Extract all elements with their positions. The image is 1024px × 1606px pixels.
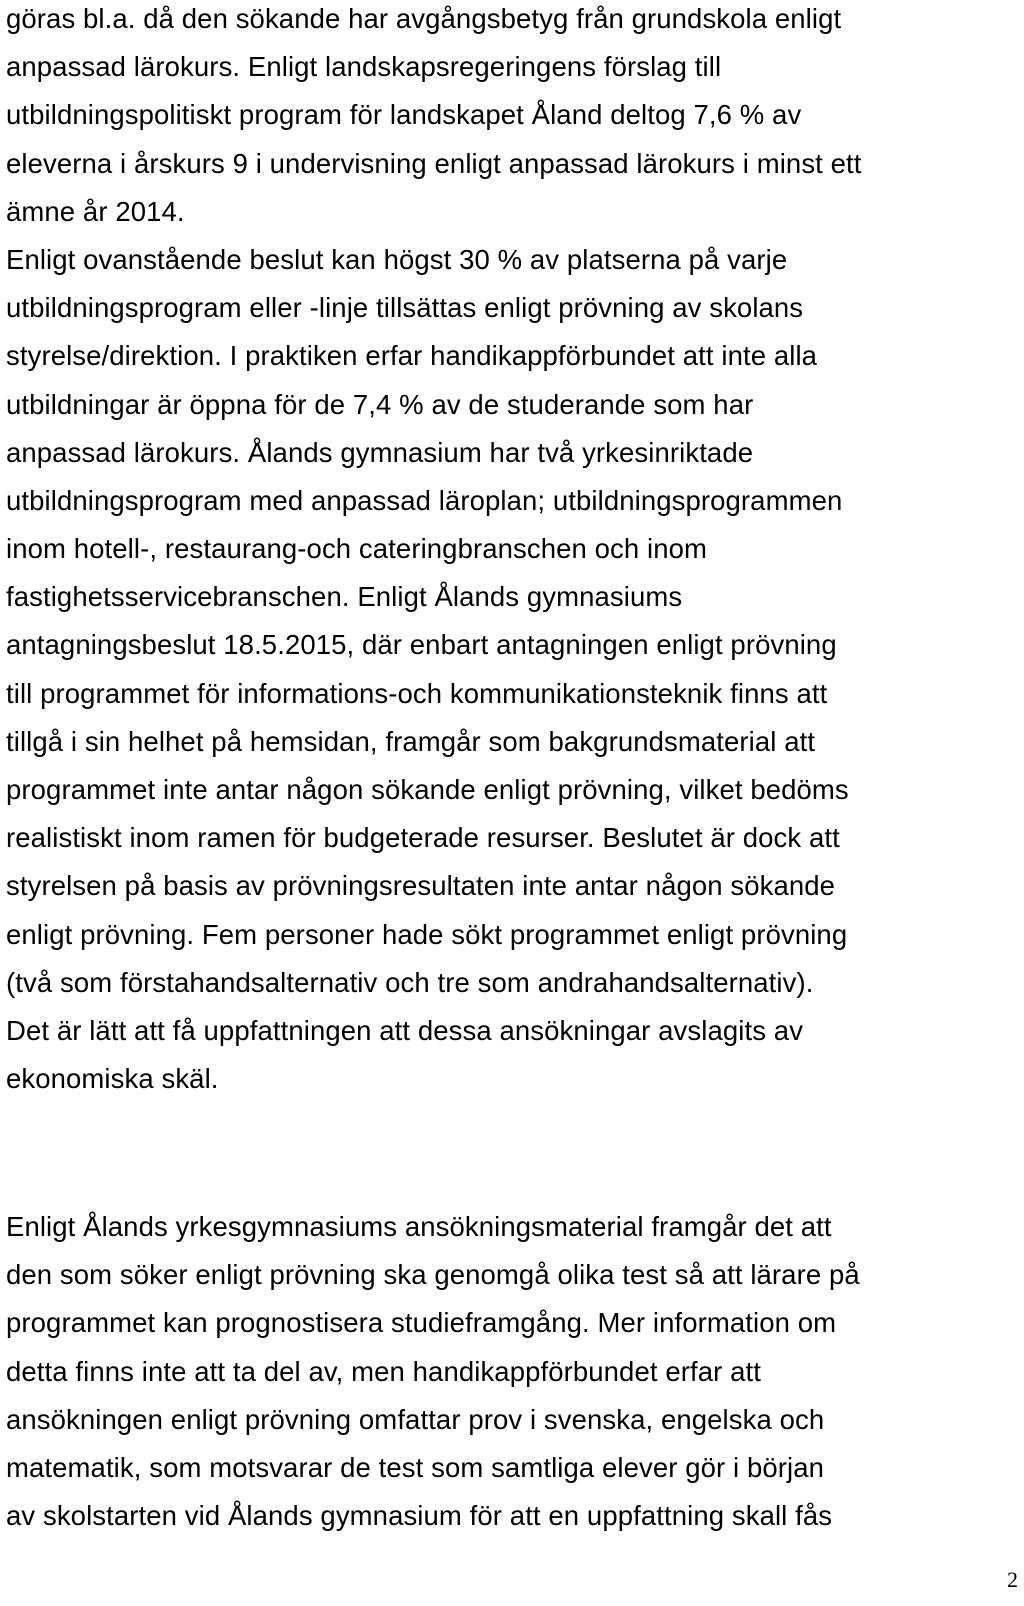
paragraph-2 xyxy=(6,1203,860,1540)
text-line: utbildningar är öppna för de 7,4 % av de studerande som har xyxy=(6,388,754,420)
text-line: till programmet för informations-och kommunikationsteknik finns att xyxy=(6,677,828,709)
text-line: utbildningsprogram eller -linje tillsättas enligt prövning av skolans xyxy=(6,292,804,324)
text-line: enligt prövning. Fem personer hade sökt programmet enligt prövning xyxy=(6,918,848,950)
text-line: (två som förstahandsalternativ och tre som andrahandsalternativ). xyxy=(6,966,814,998)
text-line: av skolstarten vid Ålands gymnasium för att en uppfattning skall fås xyxy=(6,1500,833,1532)
text-line: ekonomiska skäl. xyxy=(6,1063,219,1095)
text-line: ansökningen enligt prövning omfattar prov i svenska, engelska och xyxy=(6,1403,825,1435)
text-line: Det är lätt att få uppfattningen att dessa ansökningar avslagits av xyxy=(6,1014,804,1046)
text-line: fastighetsservicebranschen. Enligt Ålands gymnasiums xyxy=(6,581,683,613)
text-line: anpassad lärokurs. Ålands gymnasium har två yrkesinriktade xyxy=(6,436,754,468)
text-line: inom hotell-, restaurang-och cateringbranschen och inom xyxy=(6,533,708,565)
text-line: den som söker enligt prövning ska genomgå olika test så att lärare på xyxy=(6,1259,860,1291)
text-line: utbildningsprogram med anpassad läroplan; utbildningsprogrammen xyxy=(6,484,843,516)
text-line: programmet inte antar någon sökande enligt prövning, vilket bedöms xyxy=(6,774,849,805)
text-line: styrelse/direktion. I praktiken erfar handikappförbundet att inte alla xyxy=(6,340,818,372)
text-line: ämne år 2014. xyxy=(6,195,185,227)
text-line: göras bl.a. då den sökande har avgångsbetyg från grundskola enligt xyxy=(6,3,842,34)
text-line: antagningsbeslut 18.5.2015, där enbart antagningen enligt prövning xyxy=(6,629,837,661)
text-line: realistiskt inom ramen för budgeterade resurser. Beslutet är dock att xyxy=(6,822,840,854)
text-line: Enligt ovanstående beslut kan högst 30 % av platserna på varje xyxy=(6,243,788,275)
text-line: tillgå i sin helhet på hemsidan, framgår som bakgrundsmaterial att xyxy=(6,725,816,757)
text-line: Enligt Ålands yrkesgymnasiums ansökningsmaterial framgår det att xyxy=(6,1211,832,1242)
paragraph-1 xyxy=(6,0,862,1103)
text-line: programmet kan prognostisera studieframgång. Mer information om xyxy=(6,1307,837,1339)
text-line: anpassad lärokurs. Enligt landskapsregeringens förslag till xyxy=(6,51,722,83)
text-line: detta finns inte att ta del av, men handikappförbundet erfar att xyxy=(6,1355,761,1387)
page-number: 2 xyxy=(1007,1567,1018,1592)
text-line: styrelsen på basis av prövningsresultaten inte antar någon sökande xyxy=(6,870,836,902)
text-line: matematik, som motsvarar de test som samtliga elever gör i början xyxy=(6,1451,825,1483)
text-line: utbildningspolitiskt program för landskapet Åland deltog 7,6 % av xyxy=(6,99,802,131)
text-line: eleverna i årskurs 9 i undervisning enligt anpassad lärokurs i minst ett xyxy=(6,147,862,179)
